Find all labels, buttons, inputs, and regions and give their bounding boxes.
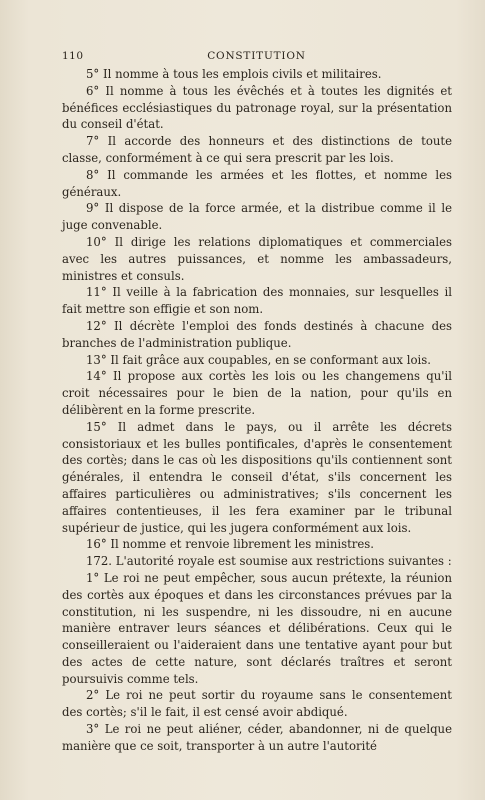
- paragraph: 5° Il nomme à tous les emplois civils et militaires.: [86, 67, 382, 81]
- paragraph: 6° Il nomme à tous les évêchés et à toutes les dignités et bénéfices ecclésiastiques du patronage royal, sur la présentation du conseil d'état.: [62, 83, 452, 132]
- page-header: [62, 50, 451, 66]
- article-heading-paragraph: 172. L'autorité royale est soumise aux restrictions suivantes :: [86, 554, 452, 569]
- paragraph: 11° Il veille à la fabrication des monnaies, sur lesquelles il fait mettre son effigie et son nom.: [62, 285, 452, 317]
- paragraph: 16° Il nomme et renvoie librement les ministres.: [86, 537, 374, 552]
- paragraph: 3° Le roi ne peut aliéner, céder, abandonner, ni de quelque manière que ce soit, transporter à un autre l'autorité: [62, 722, 452, 753]
- page-number: 110: [62, 50, 84, 62]
- paragraph: 14° Il propose aux cortès les lois ou les changemens qu'il croit nécessaires pour le bien de la nation, pour qu'ils en délibèrent en la forme prescrite.: [62, 369, 452, 417]
- paragraph: 8° Il commande les armées et les flottes, et nomme les généraux.: [62, 167, 452, 199]
- paragraph: 9° Il dispose de la force armée, et la distribue comme il le juge convenable.: [62, 201, 452, 233]
- paragraph: 10° Il dirige les relations diplomatiques et commerciales avec les autres puissances, et nomme les ambassadeurs, ministres et consuls.: [62, 234, 452, 283]
- running-title: CONSTITUTION: [207, 50, 306, 62]
- paragraph: 15° Il admet dans le pays, ou il arrête les décrets consistoriaux et les bulles pontificales, d'après le consentement des cortès; dans le cas où les dispositions qu'ils contiennent sont générales, il entendra le conseil d'état, s'ils concernent les affaires particulières ou administratives; s'ils concernent les affaires contentieuses, il les fera examiner par le tribunal supérieur de justice, qui les jugera conformément aux lois.: [62, 419, 452, 535]
- paragraph: 7° Il accorde des honneurs et des distinctions de toute classe, conformément à ce qui sera prescrit par les lois.: [62, 134, 452, 165]
- paragraph: 2° Le roi ne peut sortir du royaume sans le consentement des cortès; s'il le fait, il est censé avoir abdiqué.: [62, 688, 452, 720]
- page-body: [62, 66, 452, 755]
- paragraph: 1° Le roi ne peut empêcher, sous aucun prétexte, la réunion des cortès aux époques et dans les circonstances prévues par la constitution, ni les suspendre, ni les dissoudre, ni en aucune manière entraver leurs séances et délibérations. Ceux qui le conseilleraient ou l'aideraient dans une tentative ayant pour but des actes de cette nature, sont déclarés traîtres et seront poursuivis comme tels.: [62, 570, 452, 686]
- paragraph: 13° Il fait grâce aux coupables, en se conformant aux lois.: [86, 352, 431, 367]
- paragraph: 12° Il décrète l'emploi des fonds destinés à chacune des branches de l'administration publique.: [62, 318, 452, 350]
